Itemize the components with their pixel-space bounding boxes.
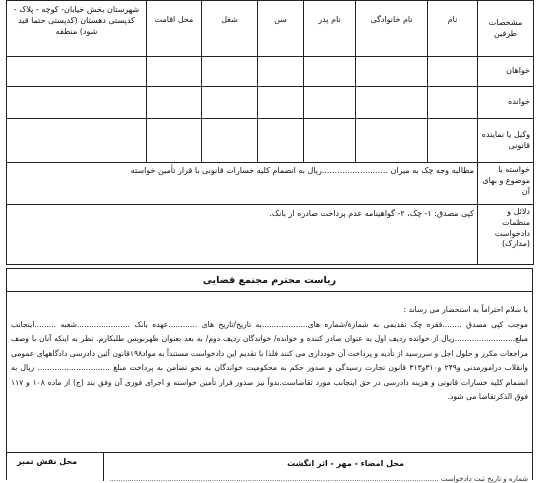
plaintiff-father-name[interactable] (304, 57, 356, 87)
party-specs-header: مشخصات طرفین (478, 1, 534, 57)
defendant-label: خوانده (478, 87, 534, 119)
plaintiff-age[interactable] (258, 57, 304, 87)
defendant-last-name[interactable] (356, 87, 428, 119)
registration-line: شماره و تاریخ ثبت دادخواست .................................................................................................................................................... (109, 475, 528, 483)
letter-greeting: با سلام احتراماً به استحضار می رساند : (403, 305, 528, 314)
address-header: شهرستان بخش خیابان- کوچه - پلاک - کدپستی دهستان (کدپستی حتما قید شود) منطقه (7, 1, 147, 57)
defendant-job[interactable] (202, 87, 258, 119)
attorney-job[interactable] (202, 119, 258, 163)
letter-body (11, 303, 528, 405)
plaintiff-first-name[interactable] (428, 57, 478, 87)
last-name-header: نام خانوادگی (356, 1, 428, 57)
residence-header: محل اقامت (147, 1, 202, 57)
job-header: شغل (202, 1, 258, 57)
claim-value[interactable]: مطالبه وجه چک به میزان ..........................ریال به انضمام کلیه خسارات قانونی با قرار تأمین خواسته (7, 163, 478, 205)
attorney-last-name[interactable] (356, 119, 428, 163)
signature-label: محل امضاء - مهر - اثر انگشت (287, 459, 404, 468)
attorney-address[interactable] (7, 119, 147, 163)
defendant-age[interactable] (258, 87, 304, 119)
age-header: سن (258, 1, 304, 57)
evidence-value[interactable]: کپی مصدق: ۱- چک، ۲- گواهینامه عدم پرداخت صادره از بانک. (7, 205, 478, 265)
evidence-label: دلائل و منظمات دادخواست (مدارک) (478, 205, 534, 265)
plaintiff-residence[interactable] (147, 57, 202, 87)
defendant-residence[interactable] (147, 87, 202, 119)
attorney-age[interactable] (258, 119, 304, 163)
defendant-first-name[interactable] (428, 87, 478, 119)
stamp-label: محل نقش تمبر (17, 457, 78, 466)
parties-table (6, 0, 534, 265)
attorney-first-name[interactable] (428, 119, 478, 163)
defendant-father-name[interactable] (304, 87, 356, 119)
heading-divider (7, 291, 532, 292)
petition-body-section (6, 268, 533, 483)
father-name-header: نام پدر (304, 1, 356, 57)
plaintiff-last-name[interactable] (356, 57, 428, 87)
claim-label: خواسته یا موضوع و بهای آن (478, 163, 534, 205)
letter-paragraph: موجب کپی مصدق ........فقره چک تقدیمی به شمارة/شماره های...................به تاریخ/تاریخ های ............عهده بانک ......................شعبه .........اینجانب مبلغ.........................ریال از خوانده ردیف اول به عنوان صادر کننده و خوانده/ خواندگان ردیف دوم/ به بعد بعنوان ظهرنویس طلبکارم. نظر به اینکه آنان با وصف مراجعات مکرر و حلول اجل و سررسید از تأدیه و پرداخت آن خودداری می کنند فلذا با تقدیم این دادخواست مستنداً به مواد۱۹۸قانون آئین دادرسی دادگاههای عمومی وانقلاب درامورمدنی و۲۴۹ و۳۱۰و۳۱۳ قانون تجارت رسیدگی و صدور حکم به محکومیت خواندگان به نحو تضامن به پرداخت مبلغ .............................. ریال به انضمام کلیه خسارات قانونی و هزینه دادرسی در حق اینجانب مورد تقاضاست.بدواً نیز صدور قرار تأمین خواسته و اجرای فوری آن وفق بند (ج) از ماده ۱۰۸ و ۱۱۷ فوق الذکرتقاضا می شود. (11, 319, 529, 402)
plaintiff-label: خواهان (478, 57, 534, 87)
attorney-father-name[interactable] (304, 119, 356, 163)
attorney-label: وکیل یا نماینده قانونی (478, 119, 534, 163)
plaintiff-address[interactable] (7, 57, 147, 87)
first-name-header: نام (428, 1, 478, 57)
plaintiff-job[interactable] (202, 57, 258, 87)
attorney-residence[interactable] (147, 119, 202, 163)
letter-heading: ریاست محترم مجتمع قضایی (202, 275, 337, 286)
defendant-address[interactable] (7, 87, 147, 119)
